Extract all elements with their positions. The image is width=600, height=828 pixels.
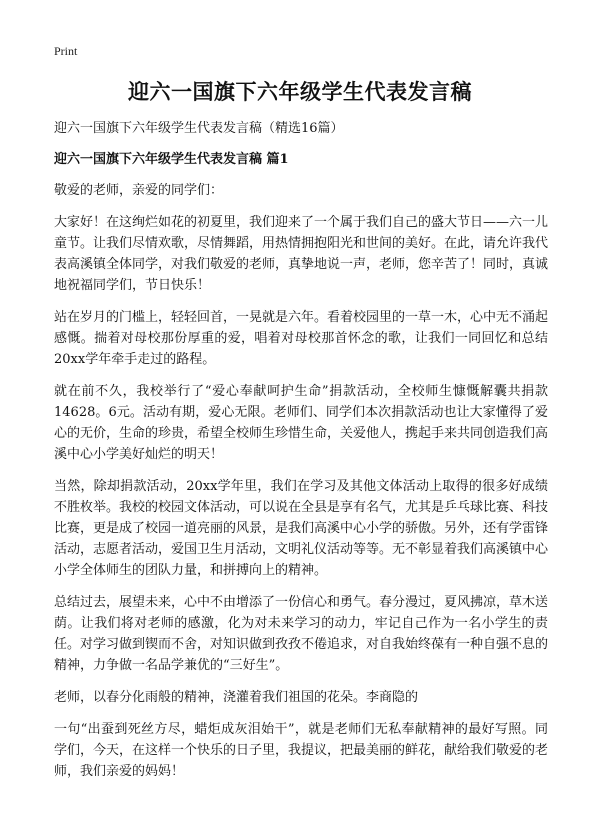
paragraph-5: 总结过去，展望未来，心中不由增添了一份信心和勇气。春分漫过，夏风拂凉，草木送荫。让我们将对老师的感激，化为对未来学习的动力，牢记自己作为一名小学生的责任。对学习做到锲而不舍，对知识做到孜孜不倦追求，对自我始终葆有一种自强不息的精神，力争做一名品学兼优的“三好生”。 [54, 595, 549, 673]
paragraph-6: 老师，以春分化雨般的精神，浇灌着我们祖国的花朵。李商隐的 [54, 690, 419, 705]
paragraph-2: 站在岁月的门槛上，轻轻回首，一晃就是六年。看着校园里的一草一木，心中无不涌起感慨。揣着对母校那份厚重的爱，唱着对母校那首怀念的歌，让我们一同回忆和总结20xx学年牵手走过的路程。 [54, 310, 549, 367]
paragraph-7: 一句“出蚕到死丝方尽，蜡炬成灰泪始干”，就是老师们无私奉献精神的最好写照。同学们，今天，在这样一个快乐的日子里，我提议，把最美丽的鲜花，献给我们敬爱的老师，我们亲爱的妈妈！ [54, 722, 549, 779]
document-body [54, 118, 548, 793]
print-link[interactable]: Print [54, 44, 78, 58]
paragraph-greeting: 敬爱的老师，亲爱的同学们： [54, 183, 224, 198]
paragraph-4: 当然，除却捐款活动，20xx学年里，我们在学习及其他文体活动上取得的很多好成绩不胜枚举。我校的校园文体活动，可以说在全县是享有名气，尤其是乒乓球比赛、科技比赛，更是成了校园一道亮丽的风景，是我们高溪中心小学的骄傲。另外，还有学雷锋活动，志愿者活动，爱国卫生月活动，文明礼仪活动等等。无不彰显着我们高溪镇中心小学全体师生的团队力量，和拼搏向上的精神。 [54, 479, 549, 578]
document-subtitle: 迎六一国旗下六年级学生代表发言稿（精选16篇） [54, 121, 344, 136]
section-heading: 迎六一国旗下六年级学生代表发言稿 篇1 [54, 152, 289, 167]
page-title: 迎六一国旗下六年级学生代表发言稿 [128, 79, 472, 104]
paragraph-1: 大家好！在这绚烂如花的初夏里，我们迎来了一个属于我们自己的盛大节日——六一儿童节。让我们尽情欢歌，尽情舞蹈，用热情拥抱阳光和世间的美好。在此，请允许我代表高溪镇全体同学，对我们敬爱的老师，真挚地说一声，老师，您辛苦了！同时，真诚地祝福同学们，节日快乐！ [54, 215, 549, 293]
paragraph-3: 就在前不久，我校举行了“爱心奉献呵护生命”捐款活动，全校师生慷慨解囊共捐款14628。6元。活动有期，爱心无限。老师们、同学们本次捐款活动也让大家懂得了爱心的无价，生命的珍贵，希望全校师生珍惜生命，关爱他人，携起手来共同创造我们高溪中心小学美好灿烂的明天！ [54, 384, 549, 462]
